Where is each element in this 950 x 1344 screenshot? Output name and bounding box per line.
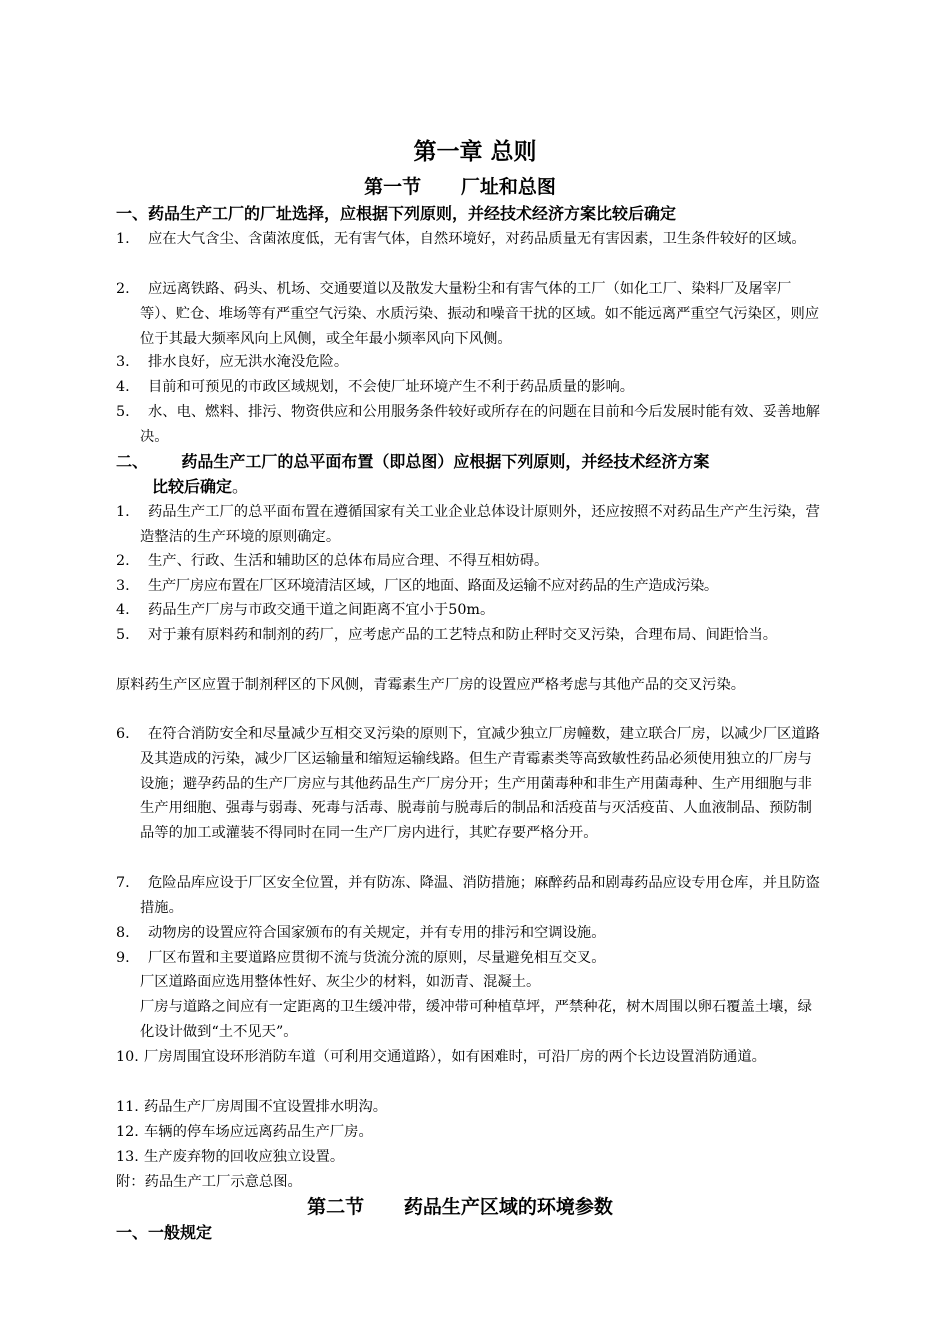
- item-number: 3.: [116, 578, 130, 594]
- paragraph-9b: 厂区道路面应选用整体性好、灰尘少的材料，如沥青、混凝土。: [140, 974, 541, 990]
- item-number: 12.: [116, 1124, 139, 1140]
- item-text: 在符合消防安全和尽量减少互相交叉污染的原则下，宜减少独立厂房幢数，建立联合厂房，以减少厂区道路及其造成的污染，减少厂区运输量和缩短运输线路。但生产青霉素类等高致敏性药品必须使用独立的厂房与设施；避孕药品的生产厂房应与其他药品生产厂房分开；生产用菌毒种和非生产用菌毒种、生产用细胞与非生产用细胞、强毒与弱毒、死毒与活毒、脱毒前与脱毒后的制品和活疫苗与灭活疫苗、人血液制品、预防制品等的加工或灌装不得同时在同一生产厂房内进行，其贮存要严格分开。: [140, 726, 820, 842]
- item-number: 9.: [116, 950, 130, 966]
- item-text: 生产厂房应布置在厂区环境清洁区域，厂区的地面、路面及运输不应对药品的生产造成污染。: [148, 578, 718, 594]
- list-item: [116, 946, 826, 971]
- item-text: 药品生产厂房周围不宜设置排水明沟。: [144, 1099, 388, 1115]
- item-number: 4.: [116, 379, 130, 395]
- section-2-heading-1: 一、一般规定: [116, 1223, 213, 1242]
- list-item: [116, 623, 826, 648]
- paragraph-5b: [116, 673, 826, 698]
- heading-2-tail: 。: [232, 477, 249, 496]
- list-item: [116, 598, 826, 623]
- item-text: 厂房周围宜设环形消防车道（可利用交通道路），如有困难时，可沿厂房的两个长边设置消防通道。: [144, 1049, 766, 1065]
- item-number: 1.: [116, 504, 130, 520]
- item-number: 7.: [116, 875, 130, 891]
- item-number: 4.: [116, 602, 130, 618]
- list-item: [116, 574, 836, 599]
- item-number: 3.: [116, 354, 130, 370]
- heading-2-line-2: [152, 475, 248, 499]
- list-item: [116, 350, 826, 375]
- item-text: 排水良好，应无洪水淹没危险。: [148, 354, 349, 370]
- item-number: 6.: [116, 726, 130, 742]
- list-item: [116, 549, 826, 574]
- section-1-title: 第一节 厂址和总图: [364, 176, 556, 198]
- item-number: 11.: [116, 1099, 139, 1115]
- paragraph-text: 厂房与道路之间应有一定距离的卫生缓冲带，缓冲带可种植草坪，严禁种花，树木周围以卵石覆盖土壤，绿化设计做到“土不见天”。: [140, 999, 812, 1040]
- paragraph-9c: [116, 995, 826, 1045]
- heading-2-text: 比较后确定: [152, 477, 233, 496]
- list-item: [116, 722, 826, 846]
- list-item: [116, 1120, 826, 1145]
- item-text: 生产废弃物的回收应独立设置。: [144, 1149, 345, 1165]
- heading-1: 一、药品生产工厂的厂址选择，应根据下列原则，并经技术经济方案比较后确定: [116, 204, 677, 223]
- item-number: 10.: [116, 1049, 139, 1065]
- item-number: 2.: [116, 553, 130, 569]
- item-text: 厂区布置和主要道路应贯彻不流与货流分流的原则，尽量避免相互交叉。: [148, 950, 606, 966]
- item-text: 药品生产厂房与市政交通干道之间距离不宜小于50m。: [148, 602, 495, 618]
- list-item: [116, 871, 826, 921]
- chapter-title: 第一章 总则: [413, 138, 537, 165]
- list-item: [116, 277, 826, 351]
- appendix-note: 附：药品生产工厂示意总图。: [116, 1174, 302, 1190]
- item-text: 危险品库应设于厂区安全位置，并有防冻、降温、消防措施；麻醉药品和剧毒药品应设专用仓库，并且防盗措施。: [140, 875, 820, 916]
- item-text: 对于兼有原料药和制剂的药厂，应考虑产品的工艺特点和防止秤时交叉污染，合理布局、间距恰当。: [148, 627, 778, 643]
- heading-2-line-1: 二、 药品生产工厂的总平面布置（即总图）应根据下列原则，并经技术经济方案: [116, 452, 710, 471]
- item-text: 动物房的设置应符合国家颁布的有关规定，并有专用的排污和空调设施。: [148, 925, 606, 941]
- item-text: 应远离铁路、码头、机场、交通要道以及散发大量粉尘和有害气体的工厂（如化工厂、染料厂及屠宰厂等）、贮仓、堆场等有严重空气污染、水质污染、振动和噪音干扰的区域。如不能远离严重空气污染区，则应位于其最大频率风向上风侧，或全年最小频率风向下风侧。: [140, 281, 820, 347]
- list-item: [116, 1045, 826, 1070]
- list-item: [116, 400, 826, 450]
- section-2-title: 第二节 药品生产区域的环境参数: [307, 1196, 613, 1218]
- item-text: 车辆的停车场应远离药品生产厂房。: [144, 1124, 373, 1140]
- item-number: 2.: [116, 281, 130, 297]
- item-text: 药品生产工厂的总平面布置在遵循国家有关工业企业总体设计原则外，还应按照不对药品生产产生污染，营造整洁的生产环境的原则确定。: [140, 504, 820, 545]
- list-item: [116, 921, 826, 946]
- paragraph-text: 原料药生产区应置于制剂秤区的下风侧，青霉素生产厂房的设置应严格考虑与其他产品的交叉污染。: [116, 677, 746, 693]
- list-item: [116, 1095, 826, 1120]
- item-text: 生产、行政、生活和辅助区的总体布局应合理、不得互相妨碍。: [148, 553, 549, 569]
- list-item: [116, 227, 826, 252]
- item-text: 目前和可预见的市政区域规划，不会使厂址环境产生不利于药品质量的影响。: [148, 379, 635, 395]
- item-number: 5.: [116, 404, 130, 420]
- item-number: 13.: [116, 1149, 139, 1165]
- item-text: 应在大气含尘、含菌浓度低，无有害气体，自然环境好，对药品质量无有害因素，卫生条件较好的区域。: [148, 231, 806, 247]
- item-text: 水、电、燃料、排污、物资供应和公用服务条件较好或所存在的问题在目前和今后发展时能有效、妥善地解决。: [140, 404, 820, 445]
- list-item: [116, 1145, 826, 1170]
- item-number: 5.: [116, 627, 130, 643]
- item-number: 8.: [116, 925, 130, 941]
- item-number: 1.: [116, 231, 130, 247]
- list-item: [116, 375, 826, 400]
- list-item: [116, 500, 826, 550]
